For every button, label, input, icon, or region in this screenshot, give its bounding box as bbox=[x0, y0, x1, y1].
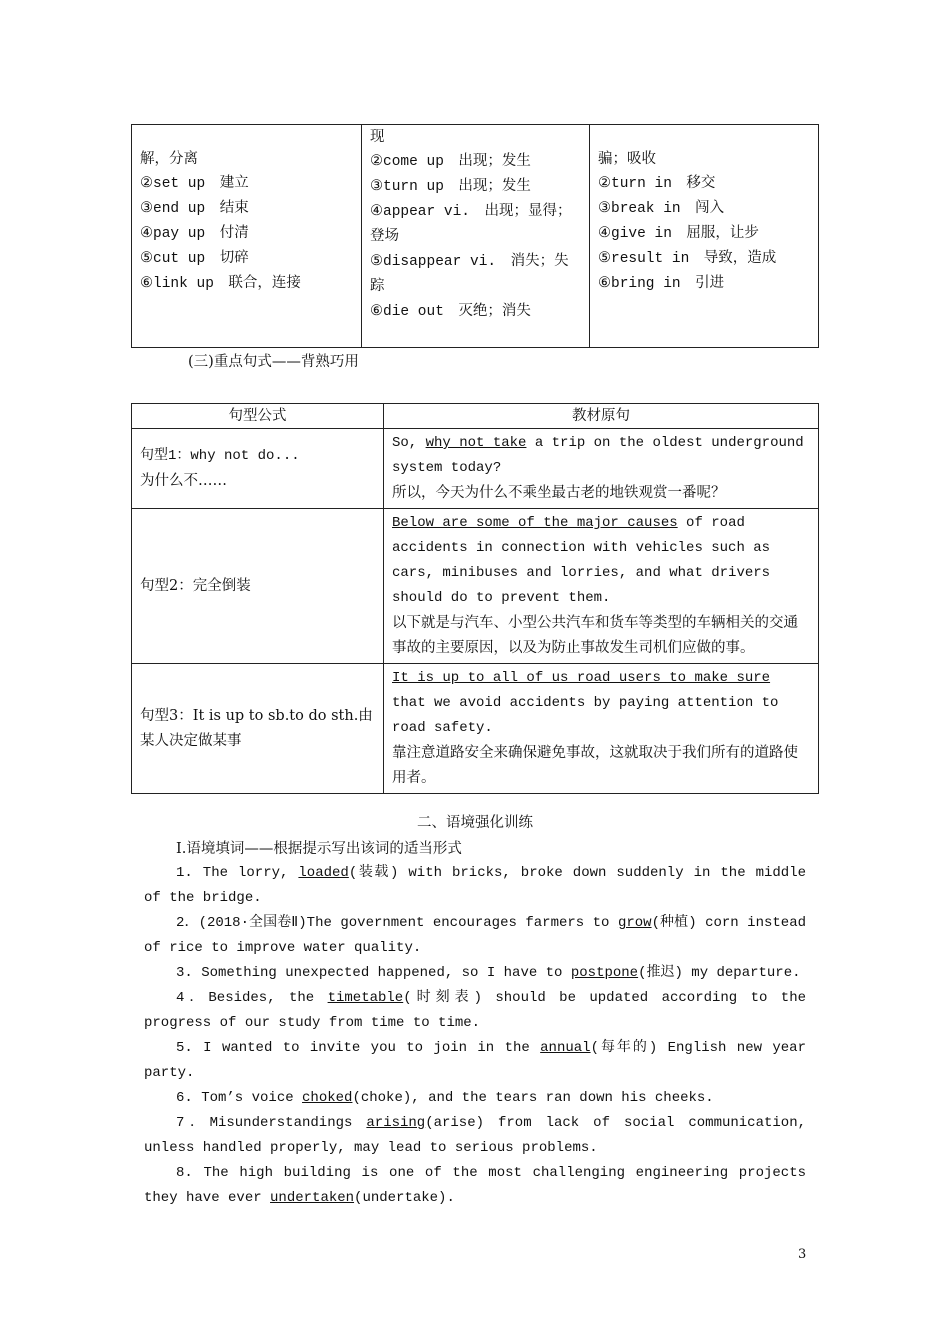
formula-cell bbox=[132, 664, 384, 794]
formula-cell bbox=[132, 429, 384, 509]
original-cell bbox=[384, 509, 819, 664]
exercise-answer: choked bbox=[302, 1090, 353, 1106]
exercise-text: 3. Something unexpected happened, so I have to bbox=[176, 965, 571, 981]
phrase-col-2 bbox=[362, 125, 590, 348]
phrase-item: ④appear vi. 出现；显得；登场 bbox=[370, 204, 572, 245]
exercise-text: 7．Misunderstandings bbox=[176, 1115, 367, 1131]
phrase-row bbox=[132, 125, 819, 348]
underlined-phrase: why not take bbox=[425, 435, 527, 451]
phrase-item: 解，分离 bbox=[140, 151, 198, 167]
exercise-item bbox=[144, 1161, 806, 1211]
exercise-text: 8. The high building is one of the most challenging engineering projects they have ever bbox=[144, 1165, 806, 1206]
exercise-text: 5. I wanted to invite you to join in the bbox=[176, 1040, 541, 1056]
original-cell bbox=[384, 664, 819, 794]
exercise-answer: timetable bbox=[327, 990, 404, 1006]
exercise-text: (推迟) my departure. bbox=[638, 965, 801, 981]
underlined-phrase: Below are some of the major causes bbox=[392, 515, 678, 531]
exercise-text: (种植) corn instead of rice to improve water quality. bbox=[144, 915, 806, 956]
phrase-item: ⑥bring in 引进 bbox=[598, 276, 725, 292]
formula-cell bbox=[132, 509, 384, 664]
english-prefix: So, bbox=[392, 435, 426, 451]
exercise-item bbox=[144, 911, 806, 961]
phrase-item: ⑤cut up 切碎 bbox=[140, 251, 249, 267]
exercise-title: Ⅰ.语境填词——根据提示写出该词的适当形式 bbox=[176, 841, 462, 857]
sentence-pattern-table bbox=[131, 403, 819, 794]
exercise-answer: grow bbox=[617, 915, 652, 931]
phrase-item: ⑥die out 灭绝；消失 bbox=[370, 304, 531, 320]
formula-text: 句型1：why not do... bbox=[140, 447, 300, 464]
original-chinese: 所以，今天为什么不乘坐最古老的地铁观赏一番呢？ bbox=[392, 485, 726, 501]
phrase-item: ③break in 闯入 bbox=[598, 201, 725, 217]
phrase-item: ④give in 屈服，让步 bbox=[598, 226, 759, 242]
underlined-phrase: It is up to all of us road users to make sure bbox=[392, 670, 771, 686]
exercise-text: (undertake). bbox=[354, 1190, 455, 1206]
phrase-item: ⑤disappear vi. 消失；失踪 bbox=[370, 254, 569, 295]
section-3-title: (三)重点句式——背熟巧用 bbox=[188, 354, 359, 370]
table-row bbox=[132, 509, 819, 664]
phrase-col-3 bbox=[590, 125, 819, 348]
exercise-text: 4．Besides, the bbox=[176, 990, 328, 1006]
phrase-item: ⑥link up 联合，连接 bbox=[140, 276, 301, 292]
original-chinese: 以下就是与汽车、小型公共汽车和货车等类型的车辆相关的交通事故的主要原因，以及为防止事故发生司机们应做的事。 bbox=[392, 615, 798, 656]
phrase-table bbox=[131, 124, 819, 348]
exercise-item bbox=[144, 861, 806, 911]
exercise-answer: postpone bbox=[570, 965, 639, 981]
english-rest: that we avoid accidents by paying attention to road safety. bbox=[392, 695, 779, 736]
section-2-title: 二、语境强化训练 bbox=[417, 815, 533, 831]
header-formula: 句型公式 bbox=[132, 404, 384, 429]
exercise-item bbox=[144, 961, 806, 986]
original-english bbox=[392, 511, 810, 611]
phrase-item: 骗；吸收 bbox=[598, 151, 656, 167]
exercise-text: (arise) from lack of social communication, unless handled properly, may lead to serious problems. bbox=[144, 1115, 806, 1156]
exercise-text: (时刻表) should be updated according to the progress of our study from time to time. bbox=[144, 990, 806, 1031]
phrase-item: ④pay up 付清 bbox=[140, 226, 249, 242]
exercise-item bbox=[144, 1111, 806, 1161]
phrase-item: ③end up 结束 bbox=[140, 201, 249, 217]
english-rest: of road accidents in connection with vehicles such as cars, minibuses and lorries, and what drivers should do to prevent them. bbox=[392, 515, 771, 606]
exercise-text: 2．(2018·全国卷Ⅱ)The government encourages farmers to bbox=[176, 915, 618, 931]
phrase-item: ②set up 建立 bbox=[140, 176, 249, 192]
original-english bbox=[392, 666, 810, 741]
table-header-row bbox=[132, 404, 819, 429]
phrase-item: ③turn up 出现；发生 bbox=[370, 179, 531, 195]
exercise-answer: loaded bbox=[298, 865, 349, 881]
exercise-item bbox=[144, 1036, 806, 1086]
original-cell bbox=[384, 429, 819, 509]
exercise-text: (每年的) English new year party. bbox=[144, 1040, 806, 1081]
english-rest: a trip on the oldest underground system today? bbox=[392, 435, 804, 476]
exercise-list bbox=[144, 861, 806, 1211]
original-chinese: 靠注意道路安全来确保避免事故，这就取决于我们所有的道路使用者。 bbox=[392, 745, 798, 786]
formula-text: 句型3：It is up to sb.to do sth.由某人决定做某事 bbox=[140, 707, 373, 749]
exercise-text: 6. Tom’s voice bbox=[176, 1090, 303, 1106]
exercise-item bbox=[144, 986, 806, 1036]
formula-text: 句型2：完全倒装 bbox=[140, 577, 251, 594]
exercise-answer: annual bbox=[540, 1040, 591, 1056]
exercise-answer: undertaken bbox=[270, 1190, 355, 1206]
exercise-text: 1. The lorry, bbox=[176, 865, 299, 881]
exercise-answer: arising bbox=[366, 1115, 426, 1131]
phrase-item: 现 bbox=[370, 129, 385, 145]
page-number: 3 bbox=[798, 1247, 807, 1262]
formula-meaning: 为什么不…… bbox=[140, 472, 227, 489]
exercise-text: (choke), and the tears ran down his cheeks. bbox=[352, 1090, 714, 1106]
original-english bbox=[392, 431, 810, 481]
header-original: 教材原句 bbox=[384, 404, 819, 429]
phrase-item: ⑤result in 导致，造成 bbox=[598, 251, 777, 267]
phrase-item: ②turn in 移交 bbox=[598, 176, 716, 192]
table-row bbox=[132, 664, 819, 794]
phrase-item: ②come up 出现；发生 bbox=[370, 154, 531, 170]
phrase-col-1 bbox=[132, 125, 362, 348]
exercise-item bbox=[144, 1086, 806, 1111]
exercise-text: (装载) with bricks, broke down suddenly in the middle of the bridge. bbox=[144, 865, 807, 906]
table-row bbox=[132, 429, 819, 509]
